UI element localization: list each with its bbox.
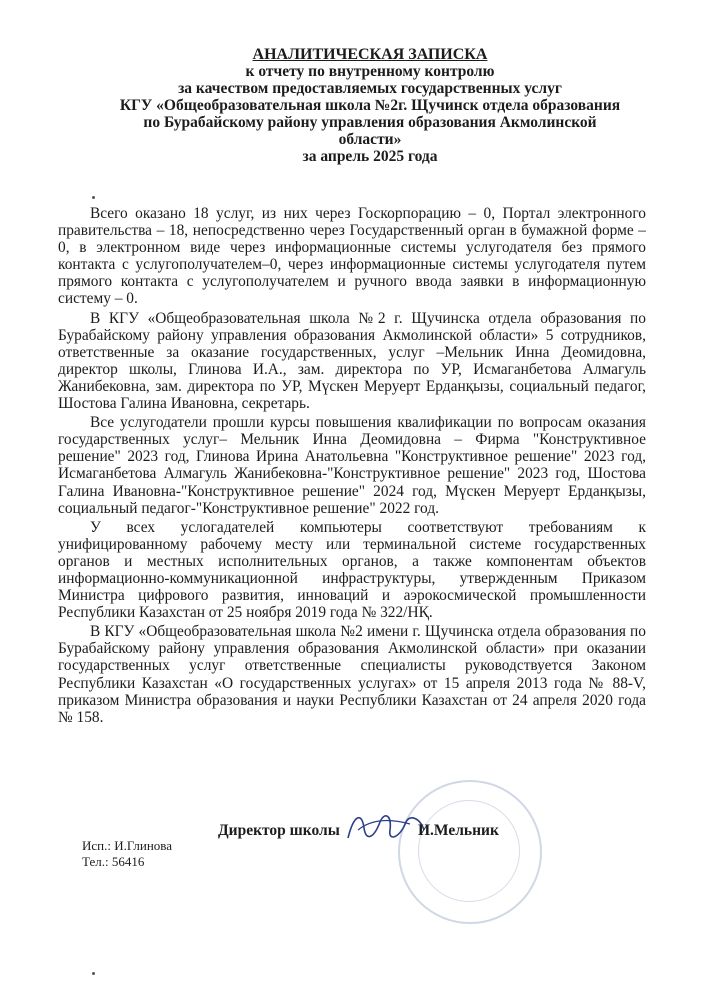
subtitle-line-3: КГУ «Общеобразовательная школа №2г. Щучинск отдела образования <box>119 97 621 114</box>
signature-block <box>218 822 499 840</box>
document-body <box>58 205 646 728</box>
phone-number: Тел.: 56416 <box>82 854 145 869</box>
document-title: АНАЛИТИЧЕСКАЯ ЗАПИСКА <box>252 46 488 63</box>
paragraph-training: Все услугодатели прошли курсы повышения квалификации по вопросам оказания государственных услуг– Мельник Инна Деомидовна – Фирма "Конструктивное решение" 2023 год, Глинова Ирина Анатольевна "Конструктивное решение" 2023 год, Исмаганбетова Алмагуль Жанибековна-"Конструктивное решение" 2023 год, Шостова Галина Ивановна-"Конструктивное решение" 2024 год, Мүскен Меруерт Ерданқызы, социальный педагог-"Конструктивное решение" 2022 год. <box>58 414 646 517</box>
signatory-position: Директор школы <box>218 822 340 839</box>
document-header <box>60 46 680 165</box>
paragraph-computers: У всех услогадателей компьютеры соответствуют требованиям к унифицированному рабочему месту или терминальной системе государственных органов и местных исполнительных органов, а также компонентам объектов информационно-коммуникационной инфраструктуры, утвержденным Приказом Министра цифрового развития, инноваций и аэрокосмической промышленности Республики Казахстан от 25 ноября 2019 года № 322/НҚ. <box>58 518 646 622</box>
paragraph-services-count: Всего оказано 18 услуг, из них через Госкорпорацию – 0, Портал электронного правительства – 18, непосредственно через Государственный орган в бумажной форме –0, в электронном виде через информационные системы услугодателя без прямого контакта с услугополучателем–0, через информационные системы услугодателя путем прямого контакта с услугополучателем и ручного ввода заявки в информационную систему – 0. <box>58 205 646 308</box>
contacts-block <box>82 838 172 870</box>
report-period: за апрель 2025 года <box>302 148 438 165</box>
scan-speck <box>92 972 95 975</box>
official-stamp-inner-ring <box>418 800 520 902</box>
scan-speck <box>92 196 95 199</box>
paragraph-staff: В КГУ «Общеобразовательная школа №2 г. Щучинска отдела образования по Бурабайскому району управления образования Акмолинской области» 5 сотрудников, ответственные за оказание государственных, услуг –Мельник Инна Деомидовна, директор школы, Глинова И.А., зам. директора по УР, Исмаганбетова Алмагуль Жанибековна, зам. директора по УР, Мүскен Меруерт Ерданқызы, социальный педагог, Шостова Галина Ивановна, секретарь. <box>58 309 646 413</box>
paragraph-legislation: В КГУ «Общеобразовательная школа №2 имени г. Щучинска отдела образования по Бурабайскому району управления образования Акмолинской области» при оказании государственных услуг ответственные специалисты руководствуется Законом Республики Казахстан «О государственных услугах» от 15 апреля 2013 года № 88-V, приказом Министра образования и науки Республики Казахстан от 24 апреля 2020 года № 158. <box>58 623 646 726</box>
subtitle-line-4: по Бурабайскому району управления образования Акмолинской <box>143 114 597 131</box>
subtitle-line-2: за качеством предоставляемых государственных услуг <box>178 80 562 97</box>
subtitle-line-5: области» <box>338 131 402 148</box>
signatory-name: И.Мельник <box>418 822 499 839</box>
executor-name: Исп.: И.Глинова <box>82 838 173 853</box>
subtitle-line-1: к отчету по внутренному контролю <box>245 63 495 80</box>
handwritten-signature <box>340 808 430 848</box>
